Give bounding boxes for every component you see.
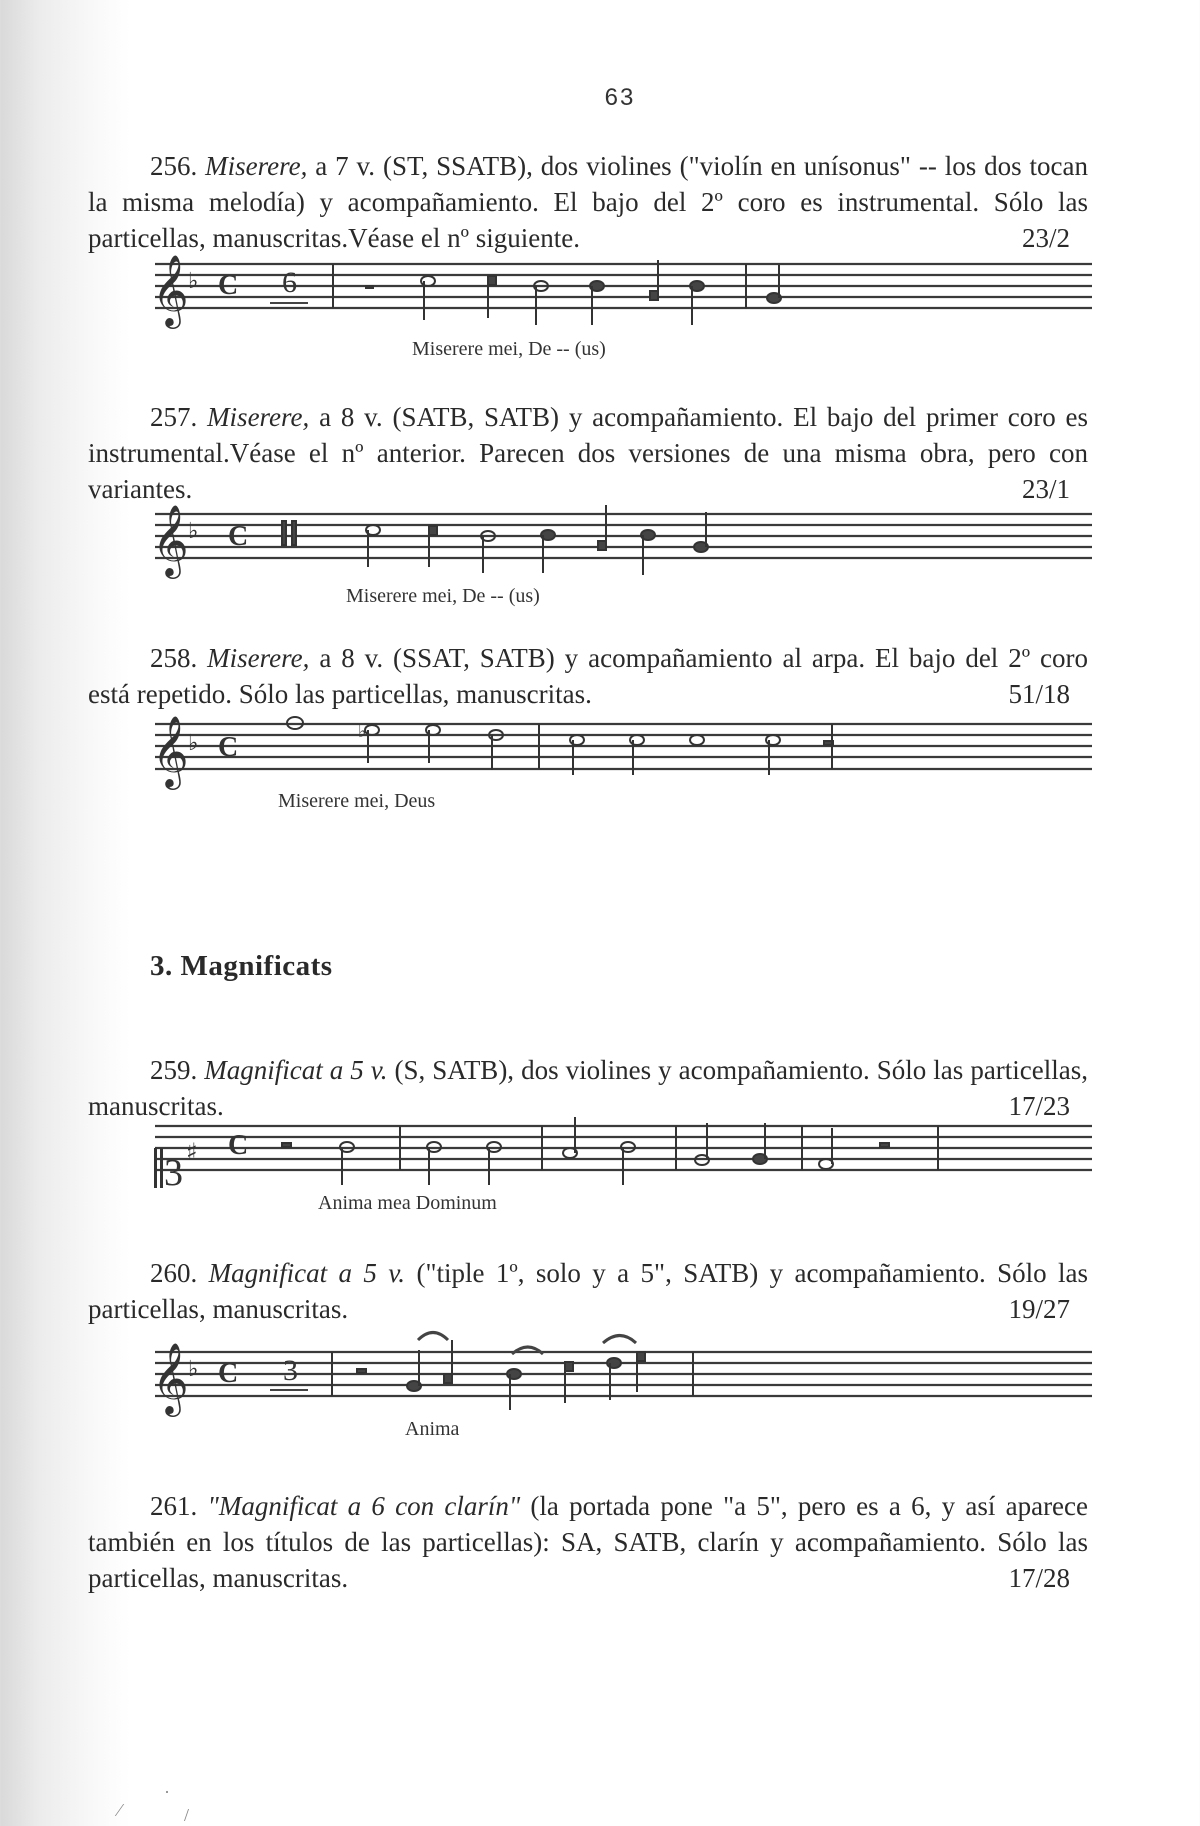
entry-signature: 51/18: [1008, 679, 1070, 709]
scan-speck: /: [184, 1805, 190, 1825]
scan-speck: ⁄: [118, 1800, 122, 1820]
scan-speck: ·: [164, 1782, 170, 1802]
time-signature-c: C: [228, 521, 249, 552]
incipit-text-258: Miserere mei, Deus: [278, 790, 436, 812]
entry-signature: 23/1: [1021, 474, 1070, 504]
entry-description: a 8 v. (SATB, SATB) y acompañamiento. El bajo del primer coro es instrumental.Véase el nº anterior. Parecen dos versiones de una misma obra, pero con variantes.: [88, 402, 1089, 504]
entry-title: "Magnificat a 6 con clarín": [207, 1491, 521, 1521]
svg-text:3: 3: [164, 1152, 183, 1194]
treble-clef-icon: 𝄞: [152, 1341, 189, 1414]
time-signature-c: C: [218, 732, 239, 763]
entry-signature: 17/28: [1008, 1563, 1070, 1593]
proportion-6: 6: [282, 266, 297, 299]
incipit-text-256: Miserere mei, De -- (us): [412, 338, 606, 360]
section-heading-magnificats: 3. Magnificats: [150, 950, 333, 982]
entry-description: a 8 v. (SSAT, SATB) y acompañamiento al arpa. El bajo del 2º coro está repetido. Sólo las particellas, manuscritas.: [88, 643, 1088, 709]
entry-title: Magnificat a 5 v.: [208, 1258, 406, 1288]
entry-number: 260.: [150, 1258, 198, 1288]
entry-number: 259.: [150, 1055, 198, 1085]
flat-icon: ♭: [188, 731, 199, 756]
entry-number: 261.: [150, 1491, 198, 1521]
entry-number: 256.: [150, 151, 198, 181]
treble-clef-icon: 𝄞: [152, 253, 189, 326]
entry-signature: 19/27: [1008, 1294, 1070, 1324]
flat-icon: ♭: [188, 1357, 199, 1382]
time-signature-c: C: [228, 1130, 249, 1161]
proportion-3: 3: [283, 1354, 298, 1387]
entry-title: Miserere,: [207, 402, 310, 432]
entry-description: (S, SATB), dos violines y acompañamiento. Sólo las particellas, manuscritas.: [88, 1055, 1089, 1121]
incipit-text-259: Anima mea Dominum: [318, 1192, 497, 1214]
time-signature-c: C: [218, 270, 239, 301]
time-signature-c: C: [218, 1358, 239, 1389]
entry-number: 258.: [150, 643, 198, 673]
treble-clef-icon: 𝄞: [152, 503, 189, 576]
treble-clef-icon: 𝄞: [152, 714, 189, 787]
incipit-text-260: Anima: [405, 1418, 460, 1440]
entry-title: Miserere,: [205, 151, 308, 181]
page-number: 63: [604, 84, 636, 111]
entry-number: 257.: [150, 402, 198, 432]
entry-title: Miserere,: [207, 643, 310, 673]
ties: [418, 1333, 636, 1355]
entry-title: Magnificat a 5 v.: [204, 1055, 388, 1085]
flat-icon: ♭: [358, 721, 367, 742]
entry-description: (la portada pone "a 5", pero es a 6, y así aparece también en los títulos de las particellas): SA, SATB, clarín y acompañamiento. Sólo las particellas, manuscritas.: [88, 1491, 1089, 1593]
incipit-text-257: Miserere mei, De -- (us): [346, 585, 540, 607]
sharp-icon: ♯: [186, 1138, 198, 1166]
entry-description: a 7 v. (ST, SSATB), dos violines ("violín en unísonus" -- los dos tocan la misma melodía) y acompañamiento. El bajo del 2º coro es instrumental. Sólo las particellas, manuscritas.Véase el nº siguiente.: [88, 151, 1088, 253]
entry-signature: 17/23: [1008, 1091, 1070, 1121]
entry-description: ("tiple 1º, solo y a 5", SATB) y acompañamiento. Sólo las particellas, manuscritas.: [88, 1258, 1089, 1324]
catalog-entry-261: [88, 1488, 1088, 1596]
flat-icon: ♭: [188, 519, 199, 544]
flat-icon: ♭: [188, 269, 199, 294]
entry-signature: 23/2: [1021, 223, 1070, 253]
